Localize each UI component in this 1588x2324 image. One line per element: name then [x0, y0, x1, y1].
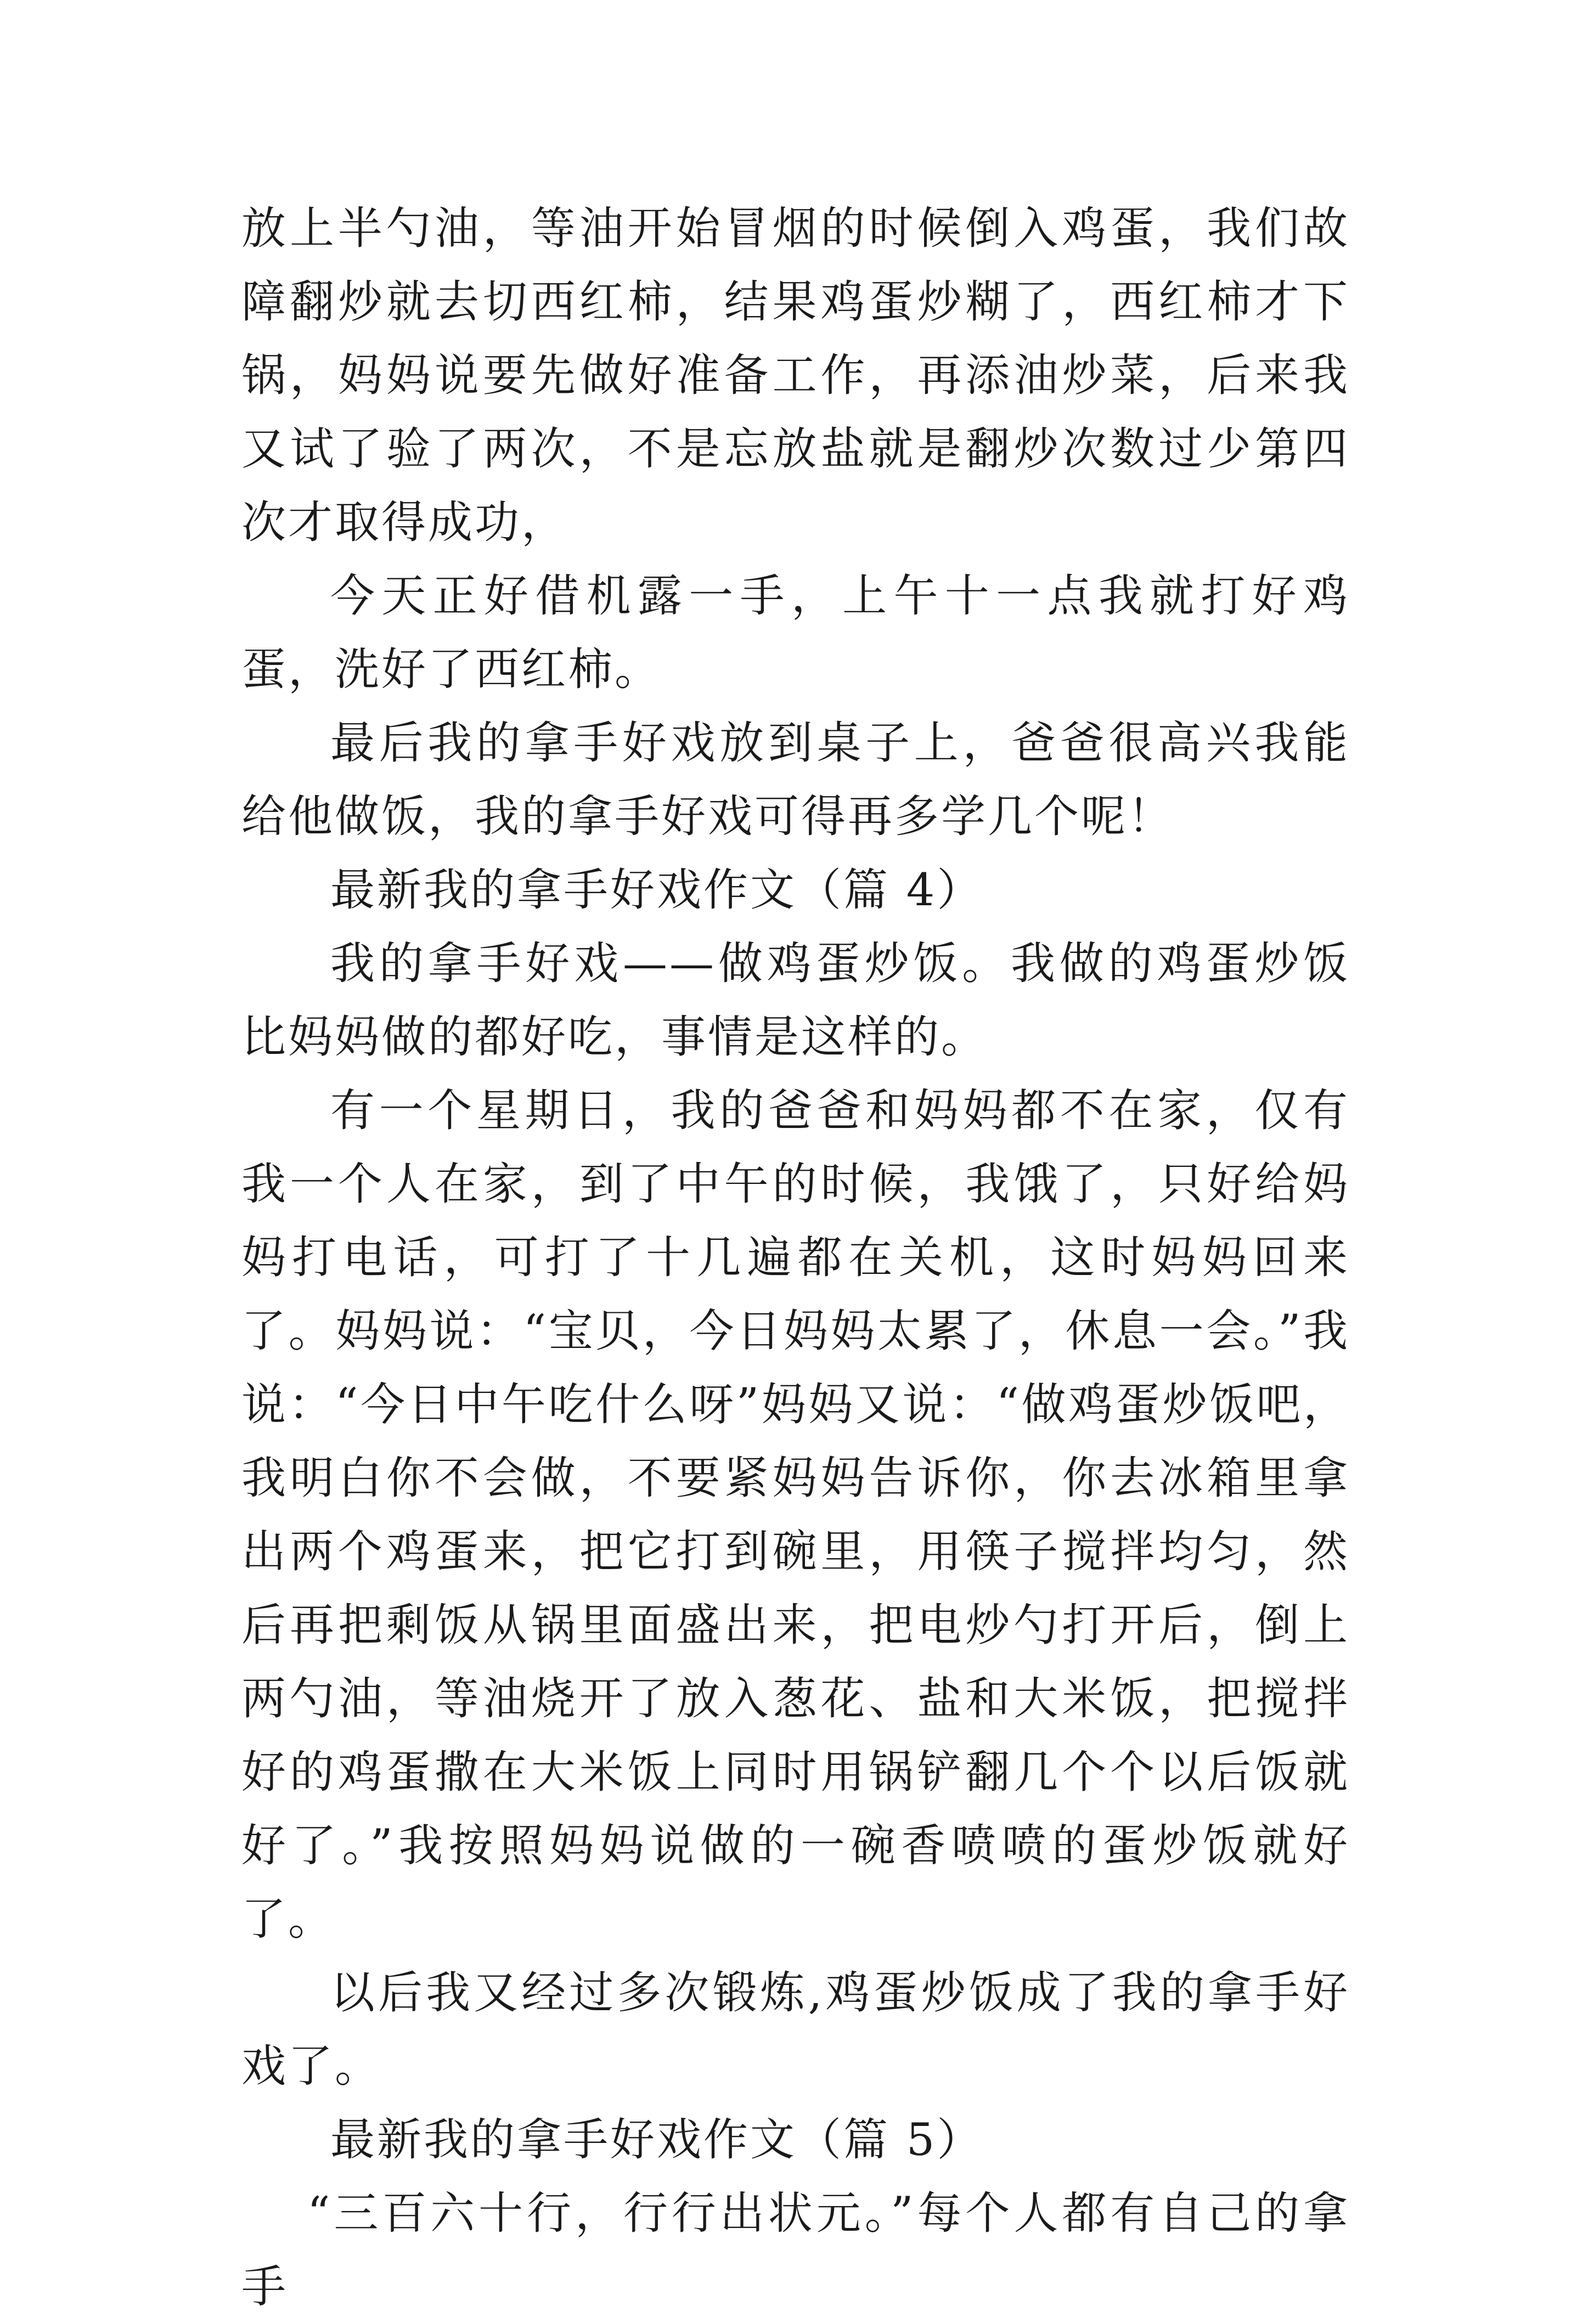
section-heading-4: 最新我的拿手好戏作文（篇 4）	[330, 865, 984, 916]
paragraph-7: “三百六十行，行行出状元。”每个人都有自己的拿手	[241, 2188, 1350, 2313]
paragraph-5: 有一个星期日，我的爸爸和妈妈都不在家，仅有我一个人在家，到了中午的时候，我饿了，只好给妈妈打电话，可打了十几遍都在关机，这时妈妈回来了。妈妈说：“宝贝，今日妈妈太累了，休息一会。”我说：“今日中午吃什么呀”妈妈又说：“做鸡蛋炒饭吧，我明白你不会做，不要紧妈妈告诉你，你去冰箱里拿出两个鸡蛋来，把它打到碗里，用筷子搅拌均匀，然后再把剩饭从锅里面盛出来，把电炒勺打开后，倒上两勺油，等油烧开了放入葱花、盐和大米饭，把搅拌好的鸡蛋撒在大米饭上同时用锅铲翻几个个以后饭就好了。”我按照妈妈说做的一碗香喷喷的蛋炒饭就好了。	[241, 1085, 1350, 1945]
paragraph-3: 最后我的拿手好戏放到桌子上，爸爸很高兴我能给他做饭，我的拿手好戏可得再多学几个呢！	[241, 718, 1350, 843]
document-body	[241, 192, 1350, 2324]
paragraph-2: 今天正好借机露一手，上午十一点我就打好鸡蛋，洗好了西红柿。	[241, 571, 1350, 696]
paragraph-1: 放上半勺油，等油开始冒烟的时候倒入鸡蛋，我们故障翻炒就去切西红柿，结果鸡蛋炒糊了，西红柿才下锅，妈妈说要先做好准备工作，再添油炒菜，后来我又试了验了两次，不是忘放盐就是翻炒次数过少第四次才取得成功，	[241, 203, 1350, 549]
section-heading-5: 最新我的拿手好戏作文（篇 5）	[330, 2114, 984, 2166]
paragraph-4: 我的拿手好戏——做鸡蛋炒饭。我做的鸡蛋炒饭比妈妈做的都好吃，事情是这样的。	[241, 938, 1350, 1063]
paragraph-6: 以后我又经过多次锻炼,鸡蛋炒饭成了我的拿手好戏了。	[241, 1967, 1350, 2092]
